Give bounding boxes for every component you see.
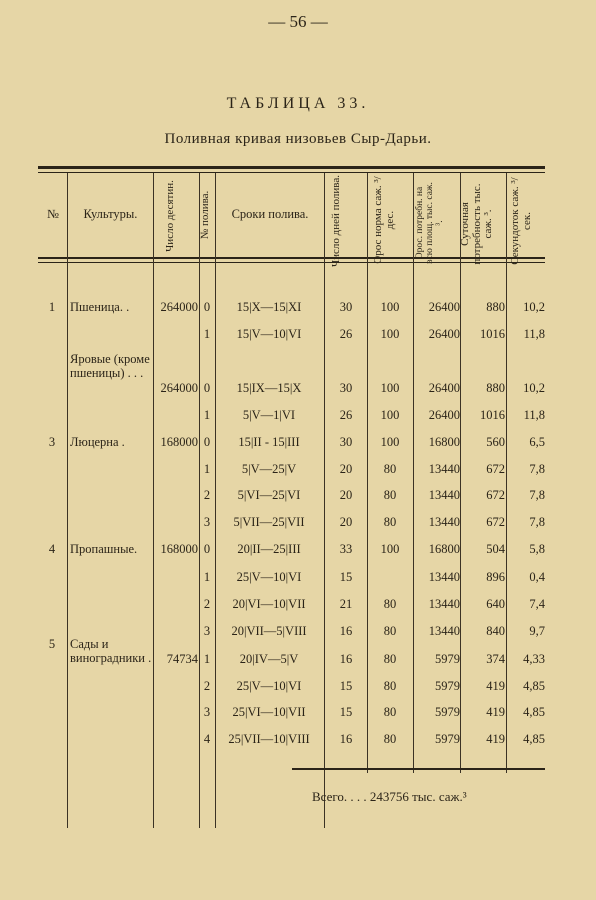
row-days: 21 [339, 597, 353, 611]
row-norm: 80 [383, 462, 397, 476]
row-need: 13440 [428, 488, 460, 502]
row-norm: 80 [383, 732, 397, 746]
row-days: 20 [339, 462, 353, 476]
row-daily: 419 [486, 705, 505, 719]
row-norm: 80 [383, 679, 397, 693]
row-area: 168000 [160, 542, 198, 556]
row-irrigation-no: 0 [203, 381, 211, 395]
row-norm: 100 [380, 542, 400, 556]
row-daily: 419 [486, 732, 505, 746]
top-rule-thin [38, 172, 545, 173]
row-daily: 1016 [480, 327, 505, 341]
row-norm: 80 [383, 597, 397, 611]
row-per-second: 11,8 [523, 327, 545, 341]
row-days: 20 [339, 515, 353, 529]
row-dates: 25|V—10|VI [236, 570, 302, 584]
row-per-second: 4,85 [523, 732, 545, 746]
row-irrigation-no: 3 [203, 515, 211, 529]
row-norm: 80 [383, 515, 397, 529]
row-dates: 15|IX—15|X [236, 381, 302, 395]
row-crop: Сады и виноградники . [70, 637, 152, 666]
row-need: 5979 [435, 705, 460, 719]
row-per-second: 7,8 [529, 515, 545, 529]
row-irrigation-no: 1 [203, 570, 211, 584]
row-daily: 840 [486, 624, 505, 638]
row-need: 5979 [435, 679, 460, 693]
row-days: 16 [339, 624, 353, 638]
row-irrigation-no: 1 [203, 652, 211, 666]
row-days: 30 [339, 381, 353, 395]
row-per-second: 10,2 [523, 381, 545, 395]
header-area: Число десятин. [164, 180, 176, 252]
row-per-second: 11,8 [523, 408, 545, 422]
row-irrigation-no: 0 [203, 435, 211, 449]
row-irrigation-no: 3 [203, 705, 211, 719]
row-days: 15 [339, 679, 353, 693]
row-need: 16800 [428, 435, 460, 449]
row-days: 30 [339, 300, 353, 314]
row-days: 16 [339, 652, 353, 666]
row-daily: 504 [486, 542, 505, 556]
row-area: 264000 [160, 300, 198, 314]
row-norm: 80 [383, 705, 397, 719]
row-norm: 100 [380, 300, 400, 314]
header-daily: Суточная потребность тыс. саж. ³. [459, 183, 495, 265]
row-crop: Люцерна . [70, 435, 125, 449]
row-per-second: 4,85 [523, 679, 545, 693]
row-daily: 896 [486, 570, 505, 584]
row-days: 16 [339, 732, 353, 746]
total-rule [292, 768, 545, 770]
row-crop: Пшеница. . [70, 300, 130, 314]
row-per-second: 6,5 [529, 435, 545, 449]
row-per-second: 7,8 [529, 462, 545, 476]
row-need: 26400 [428, 381, 460, 395]
row-need: 26400 [428, 327, 460, 341]
row-per-second: 7,4 [529, 597, 545, 611]
row-daily: 672 [486, 488, 505, 502]
page-number: — 56 — [268, 12, 328, 31]
row-per-second: 7,8 [529, 488, 545, 502]
row-per-second: 4,85 [523, 705, 545, 719]
row-norm: 80 [383, 624, 397, 638]
row-per-second: 4,33 [523, 652, 545, 666]
row-days: 33 [339, 542, 353, 556]
row-num: 3 [48, 435, 56, 449]
row-dates: 15|II - 15|III [238, 435, 300, 449]
row-days: 15 [339, 705, 353, 719]
row-daily: 880 [486, 300, 505, 314]
row-dates: 20|VII—5|VIII [231, 624, 307, 638]
row-irrigation-no: 3 [203, 624, 211, 638]
row-daily: 1016 [480, 408, 505, 422]
row-need: 13440 [428, 570, 460, 584]
row-num: 4 [48, 542, 56, 556]
row-need: 5979 [435, 652, 460, 666]
header-irrigation-no: № полива. [199, 190, 211, 240]
row-crop: Яровые (кроме пшеницы) . . . [70, 352, 150, 381]
row-irrigation-no: 1 [203, 408, 211, 422]
row-per-second: 5,8 [529, 542, 545, 556]
row-irrigation-no: 4 [203, 732, 211, 746]
row-days: 15 [339, 570, 353, 584]
col-divider [153, 173, 154, 828]
row-dates: 5|VII—25|VII [233, 515, 305, 529]
row-irrigation-no: 2 [203, 597, 211, 611]
row-daily: 374 [486, 652, 505, 666]
row-days: 26 [339, 408, 353, 422]
total-line: Всего. . . . 243756 тыс. саж.³ [312, 789, 467, 804]
row-dates: 25|VII—10|VIII [228, 732, 310, 746]
row-need: 13440 [428, 597, 460, 611]
row-crop: Пропашные. [70, 542, 138, 556]
row-daily: 419 [486, 679, 505, 693]
row-per-second: 9,7 [529, 624, 545, 638]
col-divider [324, 173, 325, 828]
row-dates: 5|V—1|VI [242, 408, 296, 422]
row-norm: 100 [380, 381, 400, 395]
row-dates: 25|VI—10|VII [232, 705, 306, 719]
row-norm: 100 [380, 408, 400, 422]
row-area: 264000 [160, 381, 198, 395]
header-days: Число дней полива. [330, 175, 342, 267]
row-daily: 672 [486, 462, 505, 476]
row-irrigation-no: 2 [203, 679, 211, 693]
row-dates: 15|X—15|XI [236, 300, 302, 314]
row-days: 20 [339, 488, 353, 502]
row-irrigation-no: 1 [203, 327, 211, 341]
row-daily: 672 [486, 515, 505, 529]
header-need: Орос. потребн. на всю площ. тыс. саж. ³. [415, 182, 445, 264]
row-dates: 5|V—25|V [241, 462, 297, 476]
row-need: 13440 [428, 624, 460, 638]
row-per-second: 0,4 [529, 570, 545, 584]
table-title: ТАБЛИЦА 33. [226, 95, 370, 112]
row-norm: 100 [380, 327, 400, 341]
header-norm: Орос норма саж. ³/дес. [372, 176, 396, 264]
header-dates: Сроки полива. [231, 207, 309, 221]
row-days: 30 [339, 435, 353, 449]
row-need: 16800 [428, 542, 460, 556]
top-rule-thick [38, 166, 545, 169]
row-dates: 20|IV—5|V [239, 652, 299, 666]
row-per-second: 10,2 [523, 300, 545, 314]
row-dates: 15|V—10|VI [236, 327, 302, 341]
row-need: 26400 [428, 300, 460, 314]
row-need: 5979 [435, 732, 460, 746]
row-norm: 80 [383, 488, 397, 502]
row-num: 5 [48, 637, 56, 651]
row-norm: 100 [380, 435, 400, 449]
row-irrigation-no: 1 [203, 462, 211, 476]
row-need: 26400 [428, 408, 460, 422]
row-irrigation-no: 0 [203, 300, 211, 314]
header-num: № [47, 207, 59, 221]
row-daily: 560 [486, 435, 505, 449]
col-divider [67, 173, 68, 828]
row-num: 1 [48, 300, 56, 314]
row-need: 13440 [428, 515, 460, 529]
row-dates: 5|VI—25|VI [237, 488, 301, 502]
row-area: 168000 [160, 435, 198, 449]
row-dates: 25|V—10|VI [236, 679, 302, 693]
row-irrigation-no: 2 [203, 488, 211, 502]
table-subtitle: Поливная кривая низовьев Сыр-Дарьи. [164, 131, 432, 147]
row-daily: 880 [486, 381, 505, 395]
header-per-second: Секундоток саж. ³/сек. [509, 177, 533, 265]
row-days: 26 [339, 327, 353, 341]
row-dates: 20|II—25|III [237, 542, 301, 556]
header-crop: Культуры. [83, 207, 138, 221]
row-daily: 640 [486, 597, 505, 611]
row-need: 13440 [428, 462, 460, 476]
row-area: 74734 [166, 652, 198, 666]
row-dates: 20|VI—10|VII [232, 597, 306, 611]
row-irrigation-no: 0 [203, 542, 211, 556]
row-norm: 80 [383, 652, 397, 666]
